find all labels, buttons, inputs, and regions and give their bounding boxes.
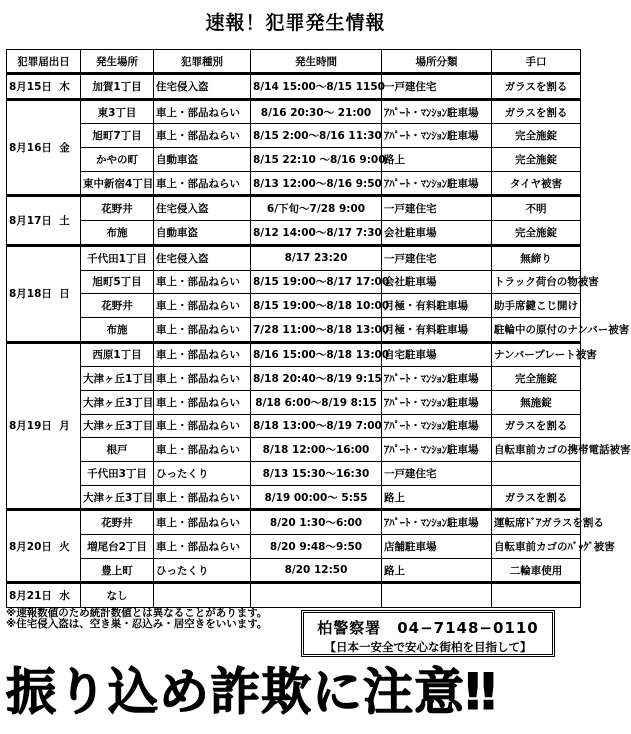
time-cell: 8/13 15:30〜16:30 (251, 462, 382, 486)
crime-type-cell: 住宅侵入盗 (154, 196, 251, 221)
place-cell: 西原1丁目 (81, 342, 154, 367)
report-weekday: 水 (59, 590, 70, 603)
place-cell: 根戸 (81, 438, 154, 462)
date-group (7, 196, 581, 245)
place-cell: 豊上町 (81, 558, 154, 583)
crime-type-cell: ひったくり (154, 558, 251, 583)
crime-type-cell (154, 583, 251, 608)
location-type-cell: 路上 (382, 485, 492, 510)
time-cell: 8/18 20:40〜8/19 9:15 (251, 367, 382, 391)
crime-type-cell: 車上・部品ねらい (154, 342, 251, 367)
report-date: 8月15日 (9, 80, 52, 93)
crime-type-cell: 車上・部品ねらい (154, 270, 251, 294)
date-group (7, 74, 581, 100)
table-row (7, 485, 581, 510)
place-cell: 千代田3丁目 (81, 462, 154, 486)
location-type-cell: ｱﾊﾟｰﾄ・ﾏﾝｼｮﾝ駐車場 (382, 510, 492, 535)
place-cell: 大津ヶ丘3丁目 (81, 485, 154, 510)
crime-type-cell: 車上・部品ねらい (154, 294, 251, 318)
report-date: 8月20日 (9, 540, 52, 553)
place-cell: 布施 (81, 317, 154, 342)
crime-type-cell: 車上・部品ねらい (154, 535, 251, 559)
time-cell: 8/20 9:48〜9:50 (251, 535, 382, 559)
table-row (7, 342, 581, 367)
time-cell: 8/15 19:00〜8/17 17:00 (251, 270, 382, 294)
location-type-cell: 路上 (382, 148, 492, 172)
place-cell: 大津ヶ丘1丁目 (81, 367, 154, 391)
time-cell: 8/15 2:00〜8/16 11:30 (251, 124, 382, 148)
time-cell: 8/16 15:00〜8/18 13:00 (251, 342, 382, 367)
table-row (7, 414, 581, 438)
place-cell: 旭町5丁目 (81, 270, 154, 294)
place-cell: 東3丁目 (81, 99, 154, 124)
time-cell: 8/13 12:00〜8/16 9:50 (251, 171, 382, 196)
location-type-cell: ｱﾊﾟｰﾄ・ﾏﾝｼｮﾝ駐車場 (382, 438, 492, 462)
time-cell: 8/15 19:00〜8/18 10:00 (251, 294, 382, 318)
table-row (7, 535, 581, 559)
location-type-cell: 一戸建住宅 (382, 462, 492, 486)
location-type-cell: ｱﾊﾟｰﾄ・ﾏﾝｼｮﾝ駐車場 (382, 124, 492, 148)
place-cell: 東中新宿4丁目 (81, 171, 154, 196)
police-slogan: 【日本一安全で安心な街柏を目指して】 (324, 640, 532, 654)
method-cell: 完全施錠 (492, 148, 581, 172)
location-type-cell: ｱﾊﾟｰﾄ・ﾏﾝｼｮﾝ駐車場 (382, 390, 492, 414)
location-type-cell: ｱﾊﾟｰﾄ・ﾏﾝｼｮﾝ駐車場 (382, 414, 492, 438)
table-row (7, 510, 581, 535)
crime-type-cell: 車上・部品ねらい (154, 99, 251, 124)
time-cell: 8/20 12:50 (251, 558, 382, 583)
time-cell: 8/18 13:00〜8/19 7:00 (251, 414, 382, 438)
crime-type-cell: 車上・部品ねらい (154, 124, 251, 148)
report-date-cell (7, 510, 81, 583)
crime-type-cell: 自動車盗 (154, 221, 251, 246)
fraud-warning-banner: 振り込め詐欺に注意‼ (6, 663, 498, 721)
table-row (7, 390, 581, 414)
table-row (7, 245, 581, 270)
location-type-cell: 会社駐車場 (382, 221, 492, 246)
report-date-cell (7, 74, 81, 100)
date-group (7, 99, 581, 196)
time-cell: 8/18 12:00〜16:00 (251, 438, 382, 462)
report-date-cell (7, 583, 81, 608)
location-type-cell: 一戸建住宅 (382, 196, 492, 221)
time-cell: 8/16 20:30〜 21:00 (251, 99, 382, 124)
crime-type-cell: 住宅侵入盗 (154, 74, 251, 100)
method-cell: タイヤ被害 (492, 171, 581, 196)
method-cell (492, 462, 581, 486)
location-type-cell: ｱﾊﾟｰﾄ・ﾏﾝｼｮﾝ駐車場 (382, 171, 492, 196)
column-header: 発生場所 (81, 50, 154, 74)
table-row (7, 438, 581, 462)
date-group (7, 245, 630, 342)
column-header: 手口 (492, 50, 581, 74)
report-weekday: 日 (59, 288, 70, 301)
location-type-cell (382, 583, 492, 608)
method-cell: ナンバープレート被害 (492, 342, 581, 367)
location-type-cell: 月極・有料駐車場 (382, 294, 492, 318)
report-date: 8月17日 (9, 215, 52, 228)
method-cell (492, 583, 581, 608)
report-date-cell (7, 99, 81, 196)
time-cell: 8/15 22:10 〜8/16 9:00 (251, 148, 382, 172)
report-weekday: 土 (59, 215, 70, 228)
report-date-cell (7, 196, 81, 245)
report-weekday: 月 (59, 420, 70, 433)
method-cell: 無締り (492, 245, 581, 270)
method-cell: 駐輪中の原付のナンバー被害 (492, 317, 581, 342)
place-cell: なし (81, 583, 154, 608)
report-date: 8月16日 (9, 142, 52, 155)
footnotes (6, 608, 267, 630)
crime-type-cell: 車上・部品ねらい (154, 367, 251, 391)
time-cell (251, 583, 382, 608)
table-header-row (7, 50, 581, 74)
place-cell: 増尾台2丁目 (81, 535, 154, 559)
date-group (7, 510, 615, 583)
time-cell: 8/19 00:00〜 5:55 (251, 485, 382, 510)
report-weekday: 木 (59, 80, 70, 93)
time-cell: 6/下旬〜7/28 9:00 (251, 196, 382, 221)
place-cell: 花野井 (81, 196, 154, 221)
location-type-cell: 一戸建住宅 (382, 74, 492, 100)
crime-type-cell: ひったくり (154, 462, 251, 486)
table-row (7, 148, 581, 172)
police-contact-box (301, 610, 555, 657)
column-header: 犯罪届出日 (7, 50, 81, 74)
table-row (7, 270, 581, 294)
time-cell: 7/28 11:00〜8/18 13:00 (251, 317, 382, 342)
place-cell: 千代田1丁目 (81, 245, 154, 270)
column-header: 発生時間 (251, 50, 382, 74)
method-cell: 運転席ﾄﾞｱガラスを割る (492, 510, 581, 535)
location-type-cell: 会社駐車場 (382, 270, 492, 294)
method-cell: トラック荷台の物被害 (492, 270, 581, 294)
method-cell: 無施錠 (492, 390, 581, 414)
table-row (7, 583, 581, 608)
table-row (7, 221, 581, 246)
table-row (7, 294, 581, 318)
footnote-line: ※速報数値のため統計数値とは異なることがあります。 (6, 607, 268, 619)
crime-table (6, 49, 631, 608)
method-cell: 不明 (492, 196, 581, 221)
table-row (7, 558, 581, 583)
time-cell: 8/18 6:00〜8/19 8:15 (251, 390, 382, 414)
place-cell: 旭町7丁目 (81, 124, 154, 148)
crime-type-cell: 車上・部品ねらい (154, 414, 251, 438)
method-cell: ガラスを割る (492, 485, 581, 510)
time-cell: 8/14 15:00〜8/15 1150 (251, 74, 382, 100)
time-cell: 8/12 14:00〜8/17 7:30 (251, 221, 382, 246)
method-cell: 完全施錠 (492, 367, 581, 391)
location-type-cell: 自宅駐車場 (382, 342, 492, 367)
crime-type-cell: 住宅侵入盗 (154, 245, 251, 270)
crime-type-cell: 車上・部品ねらい (154, 485, 251, 510)
crime-type-cell: 車上・部品ねらい (154, 390, 251, 414)
report-date-cell (7, 342, 81, 510)
crime-type-cell: 車上・部品ねらい (154, 438, 251, 462)
crime-type-cell: 車上・部品ねらい (154, 317, 251, 342)
report-date-cell (7, 245, 81, 342)
method-cell: ガラスを割る (492, 414, 581, 438)
date-group (7, 583, 581, 608)
table-row (7, 124, 581, 148)
place-cell: 花野井 (81, 510, 154, 535)
method-cell: 自転車前カゴの携帯電話被害 (492, 438, 581, 462)
crime-type-cell: 車上・部品ねらい (154, 171, 251, 196)
method-cell: 助手席鍵こじ開け (492, 294, 581, 318)
page-title: 速報！犯罪発生情報 (205, 12, 386, 34)
table-row (7, 99, 581, 124)
location-type-cell: ｱﾊﾟｰﾄ・ﾏﾝｼｮﾝ駐車場 (382, 367, 492, 391)
time-cell: 8/17 23:20 (251, 245, 382, 270)
place-cell: かやの町 (81, 148, 154, 172)
table-row (7, 171, 581, 196)
location-type-cell: 一戸建住宅 (382, 245, 492, 270)
location-type-cell: ｱﾊﾟｰﾄ・ﾏﾝｼｮﾝ駐車場 (382, 99, 492, 124)
place-cell: 花野井 (81, 294, 154, 318)
date-group (7, 342, 631, 510)
table-row (7, 462, 581, 486)
report-date: 8月21日 (9, 590, 52, 603)
place-cell: 大津ヶ丘3丁目 (81, 414, 154, 438)
column-header: 犯罪種別 (154, 50, 251, 74)
location-type-cell: 路上 (382, 558, 492, 583)
location-type-cell: 月極・有料駐車場 (382, 317, 492, 342)
table-row (7, 74, 581, 100)
crime-type-cell: 自動車盗 (154, 148, 251, 172)
table-row (7, 367, 581, 391)
method-cell: 完全施錠 (492, 221, 581, 246)
time-cell: 8/20 1:30〜6:00 (251, 510, 382, 535)
crime-type-cell: 車上・部品ねらい (154, 510, 251, 535)
report-weekday: 金 (59, 142, 70, 155)
method-cell: ガラスを割る (492, 74, 581, 100)
table-row (7, 317, 581, 342)
column-header: 場所分類 (382, 50, 492, 74)
footnote-line: ※住宅侵入盗は、空き巣・忍込み・居空きをいいます。 (6, 618, 268, 630)
police-station-name: 柏警察署 04−7148−0110 (317, 619, 539, 637)
method-cell: 完全施錠 (492, 124, 581, 148)
place-cell: 加賀1丁目 (81, 74, 154, 100)
method-cell: 自転車前カゴのﾊﾞｯｸﾞ被害 (492, 535, 581, 559)
place-cell: 大津ヶ丘3丁目 (81, 390, 154, 414)
report-weekday: 火 (59, 540, 70, 553)
place-cell: 布施 (81, 221, 154, 246)
report-date: 8月18日 (9, 288, 52, 301)
location-type-cell: 店舗駐車場 (382, 535, 492, 559)
method-cell: 二輪車使用 (492, 558, 581, 583)
report-date: 8月19日 (9, 420, 52, 433)
method-cell: ガラスを割る (492, 99, 581, 124)
table-row (7, 196, 581, 221)
